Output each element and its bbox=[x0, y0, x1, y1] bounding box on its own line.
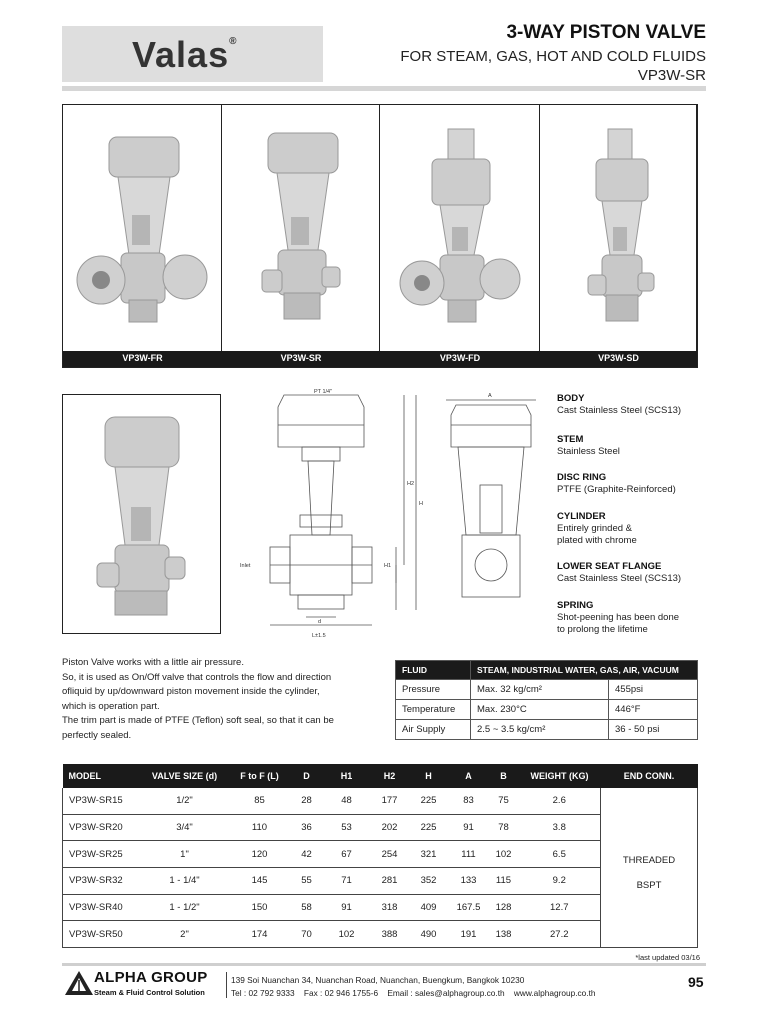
fluid-cell: Air Supply bbox=[396, 720, 471, 740]
cell-model: VP3W-SR15 bbox=[63, 788, 141, 814]
caption-vp3w-sd: VP3W-SD bbox=[598, 353, 639, 363]
spec-heading: CYLINDER bbox=[557, 511, 606, 522]
spec-cylinder bbox=[557, 511, 637, 547]
spec-heading: BODY bbox=[557, 393, 585, 404]
model-table-header bbox=[63, 764, 698, 788]
spec-lower-seat-flange bbox=[557, 561, 681, 585]
spec-body bbox=[557, 393, 681, 417]
fluid-spec-table bbox=[395, 660, 698, 740]
page-subtitle: FOR STEAM, GAS, HOT AND COLD FLUIDS bbox=[400, 48, 706, 65]
valve-threaded-image bbox=[222, 105, 379, 351]
description-line: So, it is used as On/Off valve that controls the flow and direction bbox=[62, 671, 332, 683]
fluid-row-pressure bbox=[396, 680, 698, 700]
product-photo-vp3w-sr bbox=[222, 105, 380, 351]
cell-h1: 91 bbox=[323, 894, 371, 921]
cell-f-to-f: 120 bbox=[229, 841, 291, 868]
spec-disc-ring bbox=[557, 472, 676, 496]
cell-model: VP3W-SR50 bbox=[63, 921, 141, 948]
header-d: D bbox=[291, 764, 323, 788]
cell-b: 75 bbox=[489, 788, 519, 814]
cell-b: 128 bbox=[489, 894, 519, 921]
drawing-label-h1: H1 bbox=[384, 563, 392, 569]
fluid-header-label: FLUID bbox=[396, 661, 471, 680]
header-h1: H1 bbox=[323, 764, 371, 788]
spec-value: Entirely grinded & bbox=[557, 523, 632, 534]
fluid-row-air-supply bbox=[396, 720, 698, 740]
cell-a: 191 bbox=[449, 921, 489, 948]
spec-stem bbox=[557, 434, 620, 458]
header-f-to-f: F to F (L) bbox=[229, 764, 291, 788]
fluid-header-value: STEAM, INDUSTRIAL WATER, GAS, AIR, VACUUM bbox=[471, 661, 698, 680]
fluid-cell: 36 - 50 psi bbox=[609, 720, 698, 740]
valas-logo-text: Valas bbox=[132, 34, 230, 75]
technical-drawing bbox=[236, 385, 546, 640]
cell-weight: 12.7 bbox=[519, 894, 601, 921]
spec-value: plated with chrome bbox=[557, 535, 637, 546]
fluid-cell: Max. 32 kg/cm² bbox=[471, 680, 609, 700]
cell-b: 138 bbox=[489, 921, 519, 948]
spec-heading: DISC RING bbox=[557, 472, 607, 483]
brand-logo-box bbox=[62, 26, 323, 82]
cell-valve-size: 1 - 1/2" bbox=[141, 894, 229, 921]
cell-weight: 27.2 bbox=[519, 921, 601, 948]
product-photo-row bbox=[62, 104, 698, 368]
fluid-cell: Pressure bbox=[396, 680, 471, 700]
drawing-label-a: A bbox=[488, 393, 492, 399]
model-dimensions-table bbox=[62, 764, 698, 948]
page-title: 3-WAY PISTON VALVE bbox=[506, 22, 706, 43]
cell-model: VP3W-SR40 bbox=[63, 894, 141, 921]
cell-valve-size: 2" bbox=[141, 921, 229, 948]
spec-value: PTFE (Graphite-Reinforced) bbox=[557, 484, 676, 495]
valve-threaded-large-image bbox=[63, 395, 220, 633]
cell-h: 409 bbox=[409, 894, 449, 921]
product-photo-vp3w-sd bbox=[540, 105, 697, 351]
cell-h2: 318 bbox=[371, 894, 409, 921]
model-code: VP3W-SR bbox=[637, 67, 706, 84]
cell-weight: 3.8 bbox=[519, 814, 601, 841]
fluid-cell: 2.5 ~ 3.5 kg/cm² bbox=[471, 720, 609, 740]
cell-h: 225 bbox=[409, 788, 449, 814]
cell-h1: 67 bbox=[323, 841, 371, 868]
page-number: 95 bbox=[688, 974, 704, 990]
description-line: perfectly sealed. bbox=[62, 729, 132, 741]
end-conn-type: THREADED bbox=[622, 854, 676, 866]
product-description bbox=[62, 656, 372, 743]
cell-h2: 254 bbox=[371, 841, 409, 868]
drawing-label-l: L±1.5 bbox=[312, 633, 326, 639]
cell-a: 167.5 bbox=[449, 894, 489, 921]
registered-mark: ® bbox=[229, 36, 238, 47]
valas-logo bbox=[132, 34, 237, 76]
end-conn-standard: BSPT bbox=[636, 879, 662, 891]
cell-h1: 53 bbox=[323, 814, 371, 841]
header-h: H bbox=[409, 764, 449, 788]
product-photo-vp3w-sr-large bbox=[62, 394, 221, 634]
cell-h2: 388 bbox=[371, 921, 409, 948]
drawing-label-h: H bbox=[419, 501, 423, 507]
header-end-conn: END CONN. bbox=[601, 764, 698, 788]
description-line: Piston Valve works with a little air pressure. bbox=[62, 657, 244, 668]
product-photo-vp3w-fd bbox=[380, 105, 540, 351]
cell-d: 36 bbox=[291, 814, 323, 841]
valve-flanged-image bbox=[63, 105, 220, 351]
cell-a: 83 bbox=[449, 788, 489, 814]
spec-heading: SPRING bbox=[557, 600, 594, 611]
cell-weight: 9.2 bbox=[519, 868, 601, 895]
cell-d: 70 bbox=[291, 921, 323, 948]
cell-h2: 202 bbox=[371, 814, 409, 841]
cell-h: 490 bbox=[409, 921, 449, 948]
cell-model: VP3W-SR32 bbox=[63, 868, 141, 895]
description-line: ofliquid by up/downward piston movement inside the cylinder, bbox=[62, 686, 320, 697]
cell-a: 111 bbox=[449, 841, 489, 868]
fluid-cell: 446°F bbox=[609, 700, 698, 720]
description-line: The trim part is made of PTFE (Teflon) soft seal, so that it can be bbox=[62, 715, 334, 726]
cell-f-to-f: 110 bbox=[229, 814, 291, 841]
cell-d: 55 bbox=[291, 868, 323, 895]
description-line: which is operation part. bbox=[62, 700, 160, 712]
cell-d: 58 bbox=[291, 894, 323, 921]
cell-h: 321 bbox=[409, 841, 449, 868]
header-model: MODEL bbox=[63, 764, 141, 788]
spec-spring bbox=[557, 600, 679, 636]
header-a: A bbox=[449, 764, 489, 788]
cell-b: 115 bbox=[489, 868, 519, 895]
caption-vp3w-fr: VP3W-FR bbox=[122, 353, 163, 363]
cell-d: 42 bbox=[291, 841, 323, 868]
cell-h1: 71 bbox=[323, 868, 371, 895]
header-b: B bbox=[489, 764, 519, 788]
cell-h2: 281 bbox=[371, 868, 409, 895]
cell-weight: 2.6 bbox=[519, 788, 601, 814]
cell-weight: 6.5 bbox=[519, 841, 601, 868]
spec-value: Cast Stainless Steel (SCS13) bbox=[557, 573, 682, 584]
drawing-label-d: d bbox=[318, 619, 322, 625]
table-row bbox=[63, 788, 698, 814]
cell-end-conn bbox=[601, 788, 698, 948]
cell-b: 78 bbox=[489, 814, 519, 841]
cell-a: 91 bbox=[449, 814, 489, 841]
drawing-label-port: PT 1/4" bbox=[314, 389, 333, 395]
header-divider bbox=[62, 86, 706, 91]
header-weight: WEIGHT (KG) bbox=[519, 764, 601, 788]
last-updated-note: *last updated 03/16 bbox=[635, 953, 700, 962]
header-h2: H2 bbox=[371, 764, 409, 788]
company-contact: Tel : 02 792 9333 Fax : 02 946 1755-6 Email : sales@alphagroup.co.th www.alphagroup.co.th bbox=[231, 988, 596, 998]
fluid-table-header bbox=[396, 661, 698, 680]
cell-f-to-f: 174 bbox=[229, 921, 291, 948]
cell-valve-size: 3/4" bbox=[141, 814, 229, 841]
cell-valve-size: 1" bbox=[141, 841, 229, 868]
cell-f-to-f: 150 bbox=[229, 894, 291, 921]
cell-f-to-f: 85 bbox=[229, 788, 291, 814]
caption-vp3w-fd: VP3W-FD bbox=[439, 353, 481, 363]
drawing-label-inlet: Inlet bbox=[240, 563, 251, 569]
cell-d: 28 bbox=[291, 788, 323, 814]
cell-a: 133 bbox=[449, 868, 489, 895]
cell-b: 102 bbox=[489, 841, 519, 868]
cell-model: VP3W-SR25 bbox=[63, 841, 141, 868]
fluid-row-temperature bbox=[396, 700, 698, 720]
spec-value: to prolong the lifetime bbox=[557, 624, 648, 635]
spec-value: Shot-peening has been done bbox=[557, 612, 680, 623]
spec-heading: STEM bbox=[557, 434, 584, 445]
caption-vp3w-sr: VP3W-SR bbox=[280, 353, 322, 363]
spec-value: Stainless Steel bbox=[557, 446, 620, 457]
cell-valve-size: 1 - 1/4" bbox=[141, 868, 229, 895]
alpha-group-logo-icon bbox=[64, 970, 94, 996]
header-valve-size: VALVE SIZE (d) bbox=[141, 764, 229, 788]
cell-f-to-f: 145 bbox=[229, 868, 291, 895]
footer-divider bbox=[62, 963, 706, 966]
company-address: 139 Soi Nuanchan 34, Nuanchan Road, Nuanchan, Buengkum, Bangkok 10230 bbox=[231, 975, 525, 985]
footer-vertical-divider bbox=[226, 972, 227, 998]
spec-value: Cast Stainless Steel (SCS13) bbox=[557, 405, 682, 416]
cell-h: 352 bbox=[409, 868, 449, 895]
cell-valve-size: 1/2" bbox=[141, 788, 229, 814]
cell-h1: 48 bbox=[323, 788, 371, 814]
company-name: ALPHA GROUP bbox=[94, 969, 208, 986]
cell-model: VP3W-SR20 bbox=[63, 814, 141, 841]
company-tagline: Steam & Fluid Control Solution bbox=[94, 988, 205, 997]
valve-flanged-tall-image bbox=[380, 105, 538, 351]
fluid-cell: Max. 230°C bbox=[471, 700, 609, 720]
cell-h: 225 bbox=[409, 814, 449, 841]
cell-h1: 102 bbox=[323, 921, 371, 948]
product-photo-vp3w-fr bbox=[63, 105, 222, 351]
drawing-label-h2: H2 bbox=[407, 481, 415, 487]
fluid-cell: 455psi bbox=[609, 680, 698, 700]
valve-threaded-tall-image bbox=[540, 105, 697, 351]
photo-caption-bar bbox=[63, 351, 697, 367]
spec-heading: LOWER SEAT FLANGE bbox=[557, 561, 662, 572]
cell-h2: 177 bbox=[371, 788, 409, 814]
fluid-cell: Temperature bbox=[396, 700, 471, 720]
